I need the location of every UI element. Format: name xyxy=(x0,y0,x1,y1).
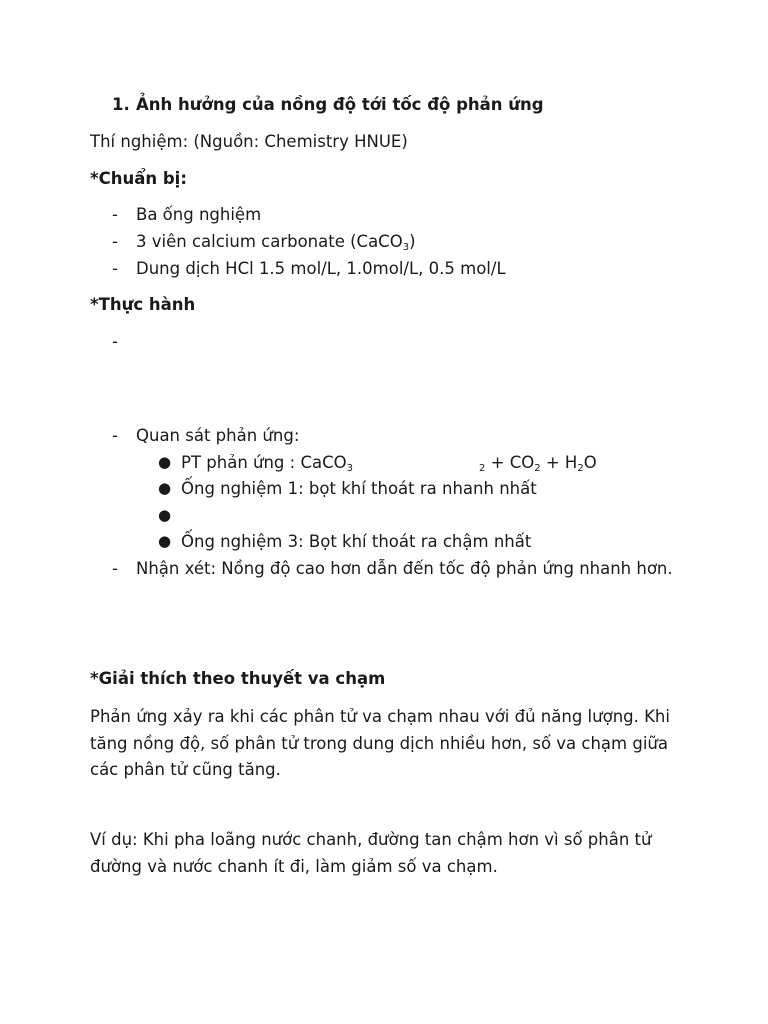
equation-label xyxy=(181,455,353,472)
list-dash: - xyxy=(112,259,118,278)
bullet-icon: ● xyxy=(158,532,172,550)
observe-text: Quan sát phản ứng: xyxy=(136,426,300,445)
subscript: 2 xyxy=(534,463,541,474)
equation-reactant: PT phản ứng : CaCO xyxy=(181,453,347,472)
list-dash: - xyxy=(112,559,118,578)
subscript: 3 xyxy=(402,242,410,253)
product-co: + CO xyxy=(485,453,535,472)
prep-item-text: Dung dịch HCl 1.5 mol/L, 1.0mol/L, 0.5 mol/L xyxy=(136,259,506,278)
source-line: Thí nghiệm: (Nguồn: Chemistry HNUE) xyxy=(90,132,408,151)
list-dash: - xyxy=(112,426,118,445)
heading-number: 1. xyxy=(112,95,130,114)
product-o: O xyxy=(583,453,597,472)
subscript: 3 xyxy=(346,463,353,474)
explanation-title: *Giải thích theo thuyết va chạm xyxy=(90,669,386,688)
equation-item xyxy=(0,455,768,475)
prep-title: *Chuẩn bị: xyxy=(90,169,187,188)
equation-products xyxy=(479,455,597,472)
bullet-text: Ống nghiệm 3: Bọt khí thoát ra chậm nhất xyxy=(181,532,532,551)
bullet-item xyxy=(0,534,768,554)
explanation-paragraph: Phản ứng xảy ra khi các phân tử va chạm nhau với đủ năng lượng. Khi tăng nồng độ, số phân tử trong dung dịch nhiều hơn, số va chạm giữa các phân tử cũng tăng. xyxy=(90,707,670,779)
practice-title: *Thực hành xyxy=(90,295,196,314)
subscript: 2 xyxy=(577,463,584,474)
list-dash: - xyxy=(112,205,118,224)
bullet-icon: ● xyxy=(158,453,172,471)
bullet-text: Ống nghiệm 1: bọt khí thoát ra nhanh nhất xyxy=(181,479,537,498)
prep-item-text: Ba ống nghiệm xyxy=(136,205,262,224)
product-h: + H xyxy=(540,453,578,472)
list-dash: - xyxy=(112,232,118,251)
list-dash: - xyxy=(112,332,118,351)
example-paragraph: Ví dụ: Khi pha loãng nước chanh, đường tan chậm hơn vì số phân tử đường và nước chanh ít đi, làm giảm số va chạm. xyxy=(90,830,652,876)
bullet-icon: ● xyxy=(158,479,172,497)
prep-item-text xyxy=(136,234,416,251)
subscript: 2 xyxy=(479,463,486,474)
bullet-icon: ● xyxy=(158,506,172,524)
bullet-item xyxy=(0,508,768,528)
page-title: Ảnh hưởng của nồng độ tới tốc độ phản ứng xyxy=(136,95,544,114)
remark-text: Nhận xét: Nồng độ cao hơn dẫn đến tốc độ phản ứng nhanh hơn. xyxy=(136,559,673,578)
bullet-item xyxy=(0,481,768,501)
text-before: 3 viên calcium carbonate (CaCO xyxy=(136,232,403,251)
text-after: ) xyxy=(409,232,416,251)
